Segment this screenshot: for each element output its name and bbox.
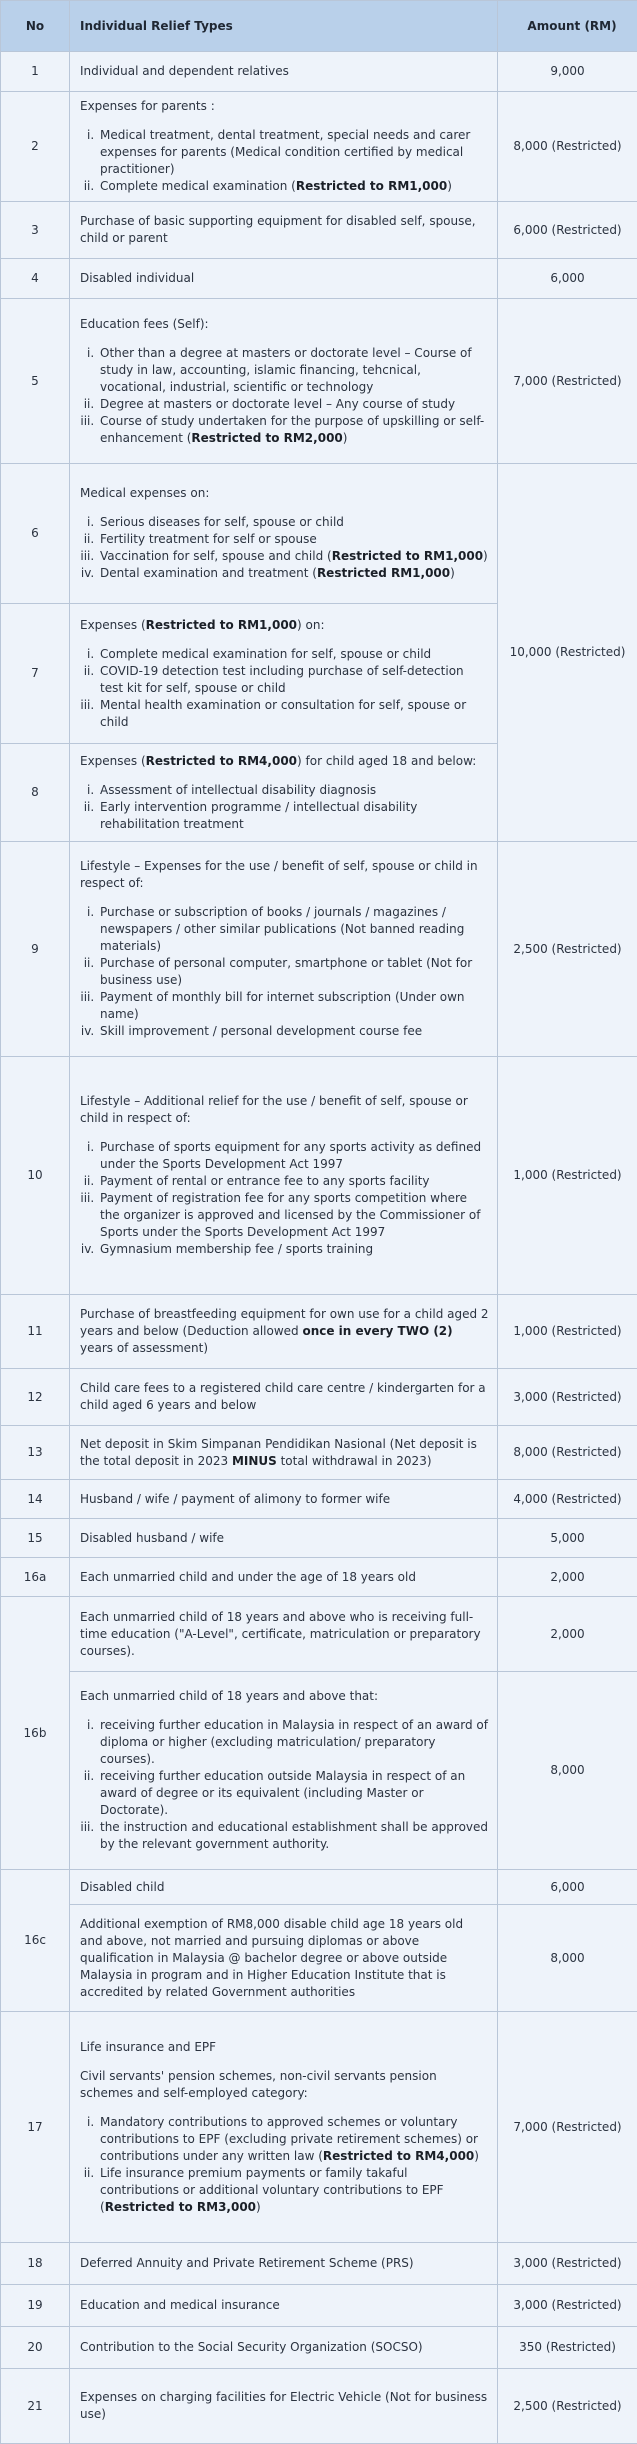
row-type [70, 2243, 498, 2285]
row-no: 1 [1, 52, 70, 92]
row-no: 20 [1, 2327, 70, 2369]
row-type [70, 604, 498, 744]
row-text [80, 617, 489, 634]
table-row [1, 1369, 637, 1426]
item-text: ) [483, 549, 488, 563]
row-amount: 6,000 [498, 1870, 637, 1905]
row-no: 6 [1, 464, 70, 604]
item-text: years of assessment) [80, 1341, 208, 1355]
row-text [80, 753, 489, 770]
row-type [70, 1426, 498, 1480]
row-type [70, 1558, 498, 1597]
table-row [1, 2012, 637, 2243]
item-text: Purchase of breastfeeding equipment for own use for a child aged 2 years and below (Deduction allowed [80, 1307, 489, 1338]
sub-list [80, 782, 489, 833]
list-item [98, 2165, 489, 2216]
sub-list [80, 904, 489, 1040]
row-no: 16b [1, 1597, 70, 1870]
list-item [98, 178, 489, 195]
list-item: ii. Payment of rental or entrance fee to any sports facility [98, 1173, 489, 1190]
row-no: 7 [1, 604, 70, 744]
item-text: ) [450, 566, 455, 580]
item-text: Complete medical examination ( [100, 179, 296, 193]
row-type [70, 1480, 498, 1519]
table-row [1, 2285, 637, 2327]
sub-list [80, 1717, 489, 1853]
row-type [70, 299, 498, 464]
row-type [70, 259, 498, 299]
row-text: Husband / wife / payment of alimony to former wife [80, 1491, 489, 1508]
row-no: 9 [1, 842, 70, 1057]
row-type [70, 92, 498, 202]
sub-list [80, 127, 489, 195]
row-text: Medical expenses on: [80, 485, 489, 502]
row-no: 13 [1, 1426, 70, 1480]
restriction-text: Restricted to RM2,000 [191, 431, 342, 445]
list-item: iii. Payment of registration fee for any sports competition where the organizer is approved and licensed by the Commissioner of Sports under the Sports Development Act 1997 [98, 1190, 489, 1241]
row-type [70, 842, 498, 1057]
row-type [70, 1597, 498, 1672]
row-no: 17 [1, 2012, 70, 2243]
row-amount: 9,000 [498, 52, 637, 92]
list-item: ii. Purchase of personal computer, smartphone or tablet (Not for business use) [98, 955, 489, 989]
item-text: ) [256, 2200, 261, 2214]
list-item: i. Assessment of intellectual disability diagnosis [98, 782, 489, 799]
table-row [1, 2243, 637, 2285]
table-row [1, 464, 637, 604]
row-amount: 2,500 (Restricted) [498, 2369, 637, 2444]
list-item: ii. Early intervention programme / intellectual disability rehabilitation treatment [98, 799, 489, 833]
row-amount: 1,000 (Restricted) [498, 1295, 637, 1369]
item-text: ) [474, 2149, 479, 2163]
item-text: total withdrawal in 2023) [277, 1454, 432, 1468]
sub-list [80, 514, 489, 582]
list-item: i. receiving further education in Malaysia in respect of an award of diploma or higher (excluding matriculation/ preparatory courses). [98, 1717, 489, 1768]
list-item [98, 565, 489, 582]
row-no: 18 [1, 2243, 70, 2285]
table-row [1, 1480, 637, 1519]
restriction-text: Restricted to RM1,000 [146, 618, 297, 632]
row-text: Each unmarried child of 18 years and above who is receiving full-time education ("A-Level", certificate, matriculation or preparatory courses). [80, 1609, 489, 1660]
row-amount: 2,000 [498, 1558, 637, 1597]
table-row [1, 92, 637, 202]
row-text: Expenses for parents : [80, 98, 489, 115]
row-text: Expenses on charging facilities for Electric Vehicle (Not for business use) [80, 2389, 489, 2423]
list-item: iii. Mental health examination or consultation for self, spouse or child [98, 697, 489, 731]
row-text: Deferred Annuity and Private Retirement Scheme (PRS) [80, 2255, 489, 2272]
row-text: Additional exemption of RM8,000 disable child age 18 years old and above, not married and pursuing diplomas or above qualification in Malaysia @ bachelor degree or above outside Malaysia in program and in Higher Education Institute that is accredited by related Government authorities [80, 1916, 489, 2001]
row-text [80, 1306, 489, 1357]
list-item [98, 2114, 489, 2165]
row-no: 12 [1, 1369, 70, 1426]
row-amount: 3,000 (Restricted) [498, 2285, 637, 2327]
item-text: Net deposit in Skim Simpanan Pendidikan Nasional (Net deposit is the total deposit in 2023 [80, 1437, 477, 1468]
restriction-text: Restricted to RM4,000 [146, 754, 297, 768]
list-item: ii. receiving further education outside Malaysia in respect of an award of degree or its equivalent (including Master or Doctorate). [98, 1768, 489, 1819]
restriction-text: Restricted to RM1,000 [332, 549, 483, 563]
table-row [1, 259, 637, 299]
row-type [70, 1672, 498, 1870]
table-row [1, 1905, 637, 2012]
row-text: Education fees (Self): [80, 316, 489, 333]
restriction-text: MINUS [232, 1454, 277, 1468]
row-type [70, 2285, 498, 2327]
row-type [70, 464, 498, 604]
row-no: 3 [1, 202, 70, 259]
row-no: 16a [1, 1558, 70, 1597]
row-text: Each unmarried child of 18 years and above that: [80, 1688, 489, 1705]
list-item: ii. Fertility treatment for self or spouse [98, 531, 489, 548]
table-row [1, 1672, 637, 1870]
list-item: i. Other than a degree at masters or doctorate level – Course of study in law, accounting, islamic financing, tehcnical, vocational, industrial, scientific or technology [98, 345, 489, 396]
row-type [70, 1295, 498, 1369]
list-item: i. Complete medical examination for self, spouse or child [98, 646, 489, 663]
table-row [1, 1295, 637, 1369]
list-item [98, 548, 489, 565]
row-text: Each unmarried child and under the age of 18 years old [80, 1569, 489, 1586]
item-text: ) on: [297, 618, 325, 632]
list-item: i. Purchase of sports equipment for any sports activity as defined under the Sports Development Act 1997 [98, 1139, 489, 1173]
table-row [1, 1870, 637, 1905]
row-no: 10 [1, 1057, 70, 1295]
row-amount: 6,000 [498, 259, 637, 299]
row-type [70, 1905, 498, 2012]
row-no: 11 [1, 1295, 70, 1369]
row-text: Disabled individual [80, 270, 489, 287]
table-row [1, 299, 637, 464]
item-text: Dental examination and treatment ( [100, 566, 317, 580]
list-item: i. Purchase or subscription of books / journals / magazines / newspapers / other similar publications (Not banned reading materials) [98, 904, 489, 955]
row-text: Life insurance and EPF [80, 2039, 489, 2056]
list-item: iii. the instruction and educational establishment shall be approved by the relevant government authority. [98, 1819, 489, 1853]
row-text: Lifestyle – Additional relief for the use / benefit of self, spouse or child in respect of: [80, 1093, 489, 1127]
header-no: No [1, 1, 70, 52]
row-text: Child care fees to a registered child care centre / kindergarten for a child aged 6 years and below [80, 1380, 489, 1414]
table-row [1, 2327, 637, 2369]
row-amount: 8,000 [498, 1905, 637, 2012]
row-amount: 7,000 (Restricted) [498, 2012, 637, 2243]
row-type [70, 744, 498, 842]
table-row [1, 1426, 637, 1480]
header-row [1, 1, 637, 52]
row-no: 8 [1, 744, 70, 842]
row-amount: 8,000 (Restricted) [498, 92, 637, 202]
restriction-text: once in every TWO (2) [302, 1324, 452, 1338]
row-no: 16c [1, 1870, 70, 2012]
row-amount: 10,000 (Restricted) [498, 464, 637, 842]
restriction-text: Restricted to RM1,000 [296, 179, 447, 193]
list-item: iv. Gymnasium membership fee / sports training [98, 1241, 489, 1258]
row-amount: 2,500 (Restricted) [498, 842, 637, 1057]
row-type [70, 1870, 498, 1905]
row-type [70, 1057, 498, 1295]
row-type [70, 1519, 498, 1558]
row-amount: 3,000 (Restricted) [498, 2243, 637, 2285]
header-type: Individual Relief Types [70, 1, 498, 52]
sub-list [80, 646, 489, 731]
item-text: Vaccination for self, spouse and child ( [100, 549, 332, 563]
row-text: Contribution to the Social Security Organization (SOCSO) [80, 2339, 489, 2356]
row-type [70, 2369, 498, 2444]
list-item: ii. Degree at masters or doctorate level – Any course of study [98, 396, 489, 413]
row-type [70, 202, 498, 259]
row-no: 4 [1, 259, 70, 299]
item-text: ) [343, 431, 348, 445]
list-item: i. Serious diseases for self, spouse or child [98, 514, 489, 531]
header-amount: Amount (RM) [498, 1, 637, 52]
row-amount: 350 (Restricted) [498, 2327, 637, 2369]
row-text: Purchase of basic supporting equipment for disabled self, spouse, child or parent [80, 213, 489, 247]
item-text: Expenses ( [80, 618, 146, 632]
item-text: Expenses ( [80, 754, 146, 768]
row-amount: 3,000 (Restricted) [498, 1369, 637, 1426]
table-row [1, 842, 637, 1057]
row-no: 14 [1, 1480, 70, 1519]
table-row [1, 1057, 637, 1295]
list-item: iii. Payment of monthly bill for internet subscription (Under own name) [98, 989, 489, 1023]
row-amount: 4,000 (Restricted) [498, 1480, 637, 1519]
row-type [70, 1369, 498, 1426]
table-row [1, 1558, 637, 1597]
row-text: Civil servants' pension schemes, non-civil servants pension schemes and self-employed category: [80, 2068, 489, 2102]
table-row [1, 202, 637, 259]
restriction-text: Restricted to RM3,000 [105, 2200, 256, 2214]
row-type [70, 2327, 498, 2369]
item-text: Mandatory contributions to approved schemes or voluntary contributions to EPF (excluding private retirement schemes) or contributions under any written law ( [100, 2115, 478, 2163]
restriction-text: Restricted RM1,000 [317, 566, 450, 580]
row-no: 21 [1, 2369, 70, 2444]
row-type [70, 52, 498, 92]
table-row [1, 52, 637, 92]
row-amount: 1,000 (Restricted) [498, 1057, 637, 1295]
row-text [80, 1436, 489, 1470]
row-amount: 8,000 (Restricted) [498, 1426, 637, 1480]
row-no: 15 [1, 1519, 70, 1558]
row-amount: 5,000 [498, 1519, 637, 1558]
row-amount: 7,000 (Restricted) [498, 299, 637, 464]
row-text: Disabled husband / wife [80, 1530, 489, 1547]
item-text: Life insurance premium payments or family takaful contributions or additional voluntary contributions to EPF ( [100, 2166, 444, 2214]
item-text: Course of study undertaken for the purpose of upskilling or self-enhancement ( [100, 414, 484, 445]
row-amount: 6,000 (Restricted) [498, 202, 637, 259]
list-item: iv. Skill improvement / personal development course fee [98, 1023, 489, 1040]
sub-list [80, 345, 489, 447]
row-no: 5 [1, 299, 70, 464]
table-row [1, 1519, 637, 1558]
row-no: 19 [1, 2285, 70, 2327]
sub-list [80, 1139, 489, 1258]
list-item [98, 413, 489, 447]
item-text: ) for child aged 18 and below: [297, 754, 476, 768]
row-amount: 8,000 [498, 1672, 637, 1870]
item-text: ) [447, 179, 452, 193]
row-text: Lifestyle – Expenses for the use / benefit of self, spouse or child in respect of: [80, 858, 489, 892]
sub-list [80, 2114, 489, 2216]
row-no: 2 [1, 92, 70, 202]
row-text: Individual and dependent relatives [80, 63, 489, 80]
table-row [1, 1597, 637, 1672]
restriction-text: Restricted to RM4,000 [323, 2149, 474, 2163]
list-item: i. Medical treatment, dental treatment, special needs and carer expenses for parents (Medical condition certified by medical practitioner) [98, 127, 489, 178]
table-row [1, 2369, 637, 2444]
row-type [70, 2012, 498, 2243]
row-amount: 2,000 [498, 1597, 637, 1672]
list-item: ii. COVID-19 detection test including purchase of self-detection test kit for self, spouse or child [98, 663, 489, 697]
row-text: Education and medical insurance [80, 2297, 489, 2314]
row-text: Disabled child [80, 1879, 489, 1896]
